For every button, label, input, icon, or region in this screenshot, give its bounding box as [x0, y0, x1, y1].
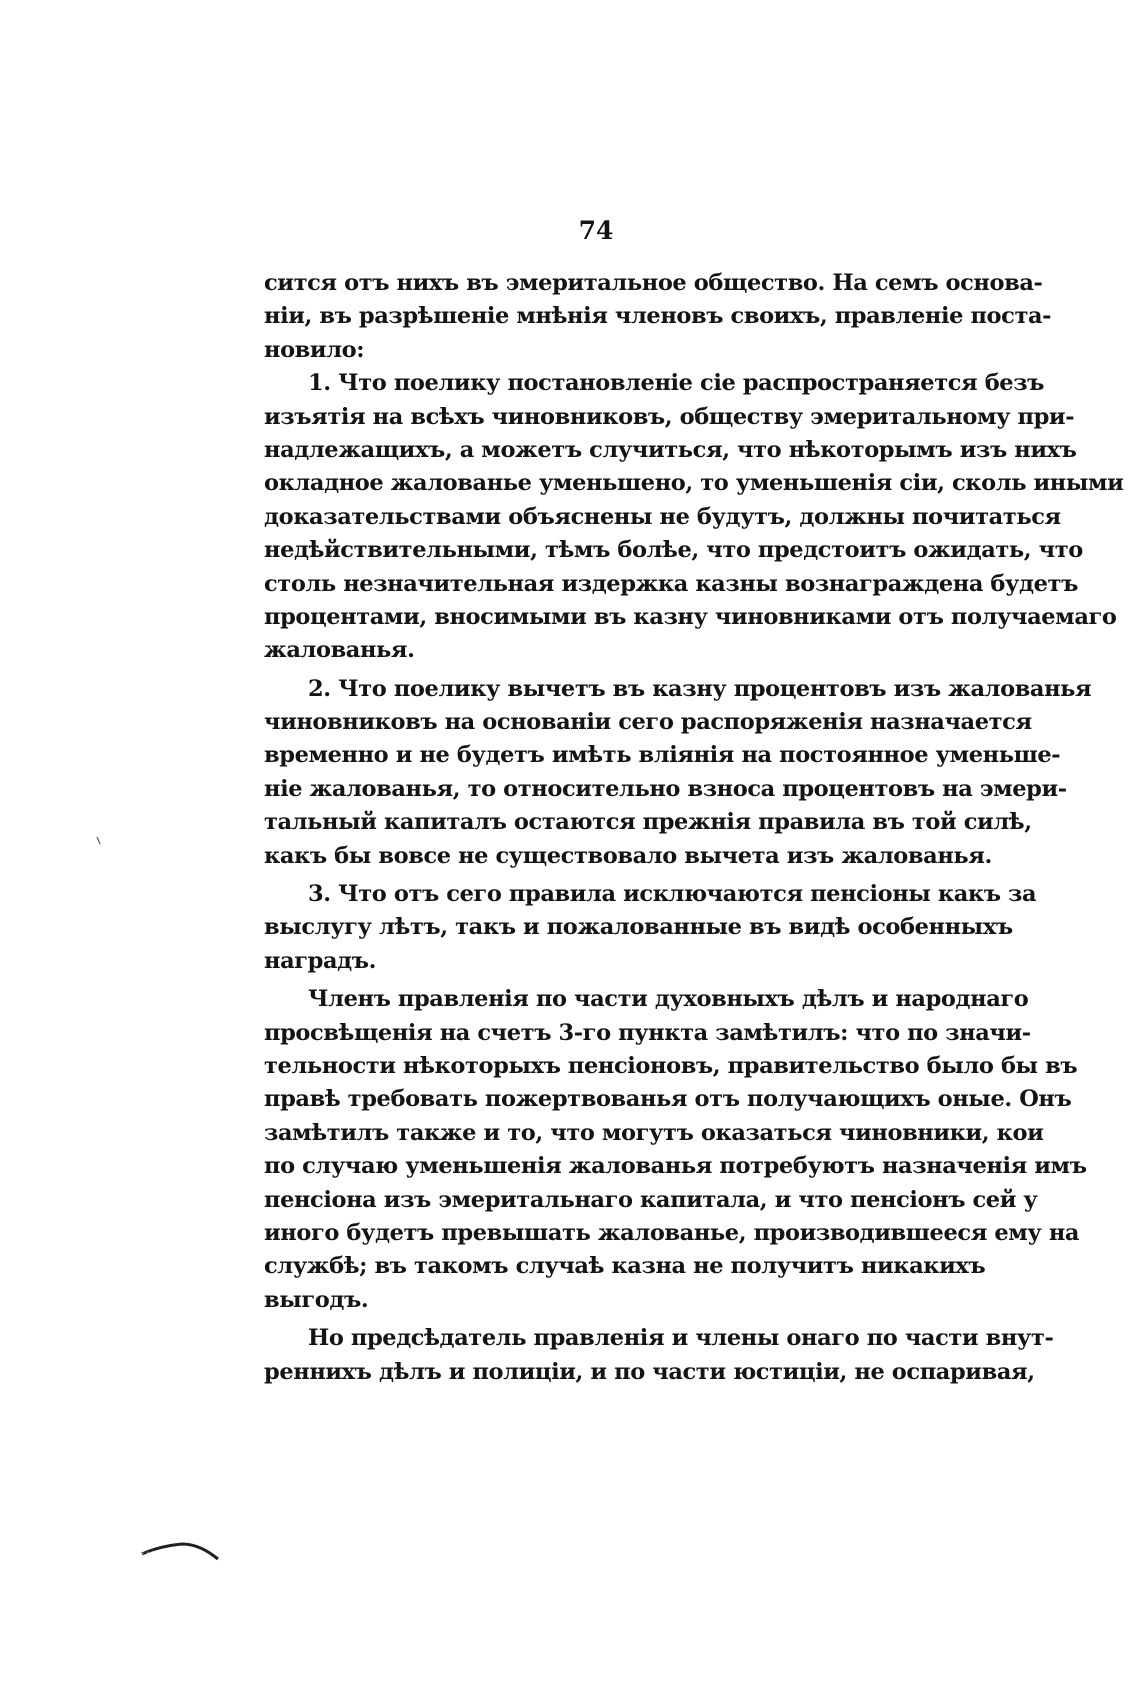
text-line: ніи, въ разрѣшеніе мнѣнія членовъ своихъ, правленіе поста- [264, 303, 1052, 330]
text-line: службѣ; въ такомъ случаѣ казна не получитъ никакихъ [264, 1253, 986, 1280]
text-line: какъ бы вовсе не существовало вычета изъ жалованья. [264, 842, 992, 869]
text-line: 3. Что отъ сего правила исключаются пенсіоны какъ за [308, 881, 1037, 908]
text-line: пенсіона изъ эмеритальнаго капитала, и что пенсіонъ сей у [264, 1186, 1038, 1213]
text-line: новило: [264, 336, 365, 363]
text-line: тальный капиталъ остаются прежнія правила въ той силѣ, [264, 809, 1032, 836]
text-line: выгодъ. [264, 1286, 369, 1313]
text-line: замѣтилъ также и то, что могутъ оказаться чиновники, кои [264, 1119, 1044, 1146]
page-number: 74 [578, 216, 614, 245]
text-line: просвѣщенія на счетъ 3-го пункта замѣтилъ: что по значи- [264, 1019, 1031, 1046]
text-line: изъятія на всѣхъ чиновниковъ, обществу эмеритальному при- [264, 403, 1075, 430]
text-line: сится отъ нихъ въ эмеритальное общество. На семъ основа- [264, 270, 1043, 296]
text-line: по случаю уменьшенія жалованья потребуютъ назначенія имъ [264, 1153, 1087, 1180]
text-line: Но предсѣдатель правленія и члены онаго по части внут- [308, 1325, 1054, 1352]
ink-stroke-mark [140, 1532, 240, 1562]
text-line: тельности нѣкоторыхъ пенсіоновъ, правительство было бы въ [264, 1052, 1078, 1079]
text-line: Членъ правленія по части духовныхъ дѣлъ и народнаго [308, 986, 1029, 1013]
text-line: процентами, вносимыми въ казну чиновниками отъ получаемаго [264, 603, 1117, 630]
page-body-text [264, 267, 1124, 1389]
text-line: правѣ требовать пожертвованья отъ получающихъ оные. Онъ [264, 1086, 1072, 1113]
text-line: реннихъ дѣлъ и полиціи, и по части юстиціи, не оспаривая, [264, 1358, 1035, 1385]
text-line: жалованья. [264, 637, 415, 664]
text-line: окладное жалованье уменьшено, то уменьшенія сіи, сколь иными [264, 470, 1124, 497]
text-line: надлежащихъ, а можетъ случиться, что нѣкоторымъ изъ нихъ [264, 436, 1077, 463]
text-line: временно и не будетъ имѣть вліянія на постоянное уменьше- [264, 742, 1061, 769]
text-line: доказательствами объяснены не будутъ, должны почитаться [264, 503, 1061, 530]
text-line: ніе жалованья, то относительно взноса процентовъ на эмери- [264, 775, 1067, 802]
margin-tick-mark [96, 836, 102, 846]
text-line: наградъ. [264, 947, 377, 974]
text-line: столь незначительная издержка казны вознаграждена будетъ [264, 570, 1078, 597]
text-line: иного будетъ превышать жалованье, производившееся ему на [264, 1219, 1080, 1246]
text-line: 1. Что поелику постановленіе сіе распространяется безъ [308, 370, 1045, 397]
text-line: недѣйствительными, тѣмъ болѣе, что предстоитъ ожидать, что [264, 537, 1083, 564]
text-line: выслугу лѣтъ, такъ и пожалованные въ видѣ особенныхъ [264, 914, 1013, 941]
text-line: 2. Что поелику вычетъ въ казну процентовъ изъ жалованья [308, 675, 1092, 702]
text-line: чиновниковъ на основаніи сего распоряженія назначается [264, 709, 1032, 736]
